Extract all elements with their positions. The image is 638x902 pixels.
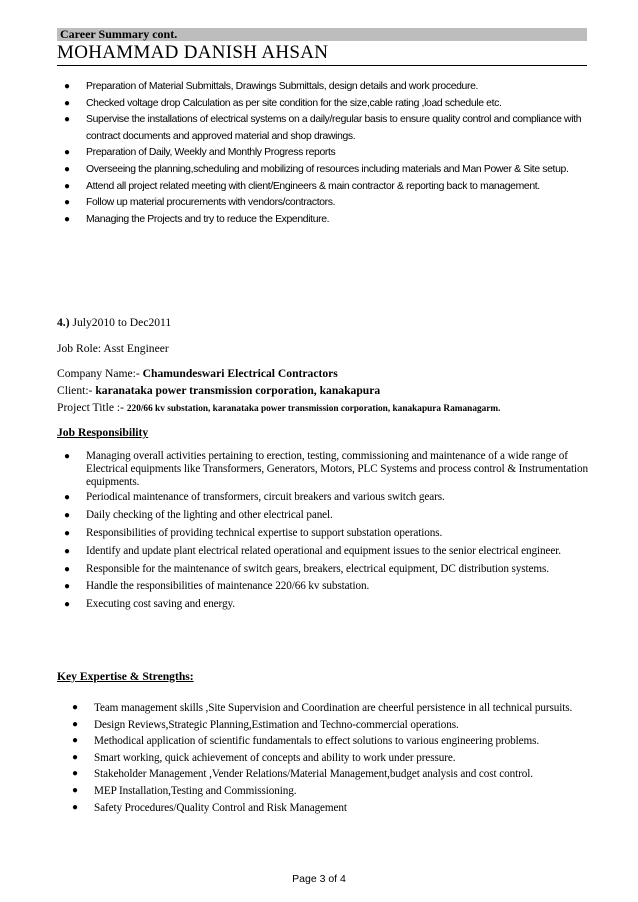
bullet-icon: ●	[64, 545, 70, 557]
job-responsibility-heading: Job Responsibility	[57, 426, 149, 439]
job-period	[57, 316, 171, 330]
candidate-name: MOHAMMAD DANISH AHSAN	[57, 42, 587, 66]
list-item: ● Safety Procedures/Quality Control and Risk Management	[72, 800, 584, 817]
list-item: ● Supervise the installations of electrical systems on a daily/regular basis to ensure quality control and compliance with contract documents and approved material and shop drawings.	[64, 114, 582, 142]
list-item: ● Preparation of Material Submittals, Drawings Submittals, design details and work procedure.	[64, 79, 584, 96]
bullet-icon: ●	[64, 492, 70, 504]
list-item: ● Checked voltage drop Calculation as per site condition for the size,cable rating ,load schedule etc.	[64, 96, 584, 113]
client-name: karanataka power transmission corporation, kanakapura	[95, 384, 381, 397]
bullet-icon: ●	[64, 599, 70, 611]
company-name: Chamundeswari Electrical Contractors	[142, 367, 338, 380]
list-item: ● Managing overall activities pertaining to erection, testing, commissioning and maintenance of a wide range of Electrical equipments like Transformers, Generators, Motors, PLC Systems and process control & Instrumentation equipments.	[64, 450, 588, 488]
list-item: ● Smart working, quick achievement of concepts and ability to work under pressure.	[72, 750, 584, 767]
bullet-icon: ●	[64, 510, 70, 522]
bullet-icon: ●	[64, 97, 70, 109]
bullet-icon: ●	[64, 147, 70, 159]
bullet-icon: ●	[64, 451, 70, 462]
bullet-icon: ●	[72, 702, 78, 713]
expertise-list	[72, 700, 584, 816]
list-item: ● Follow up material procurements with vendors/contractors.	[64, 195, 584, 212]
list-item: ● Handle the responsibilities of maintenance 220/66 kv substation.	[64, 578, 589, 595]
list-item: ● Identify and update plant electrical related operational and equipment issues to the senior electrical engineer.	[64, 543, 589, 560]
bullet-icon: ●	[64, 81, 70, 92]
bullet-icon: ●	[72, 751, 78, 763]
project-line	[57, 401, 500, 416]
client-line	[57, 384, 380, 398]
list-item: ● Responsibilities of providing technical expertise to support substation operations.	[64, 525, 589, 542]
list-item: ● MEP Installation,Testing and Commissioning.	[72, 783, 584, 800]
list-item: ● Methodical application of scientific fundamentals to effect solutions to various engineering problems.	[72, 733, 584, 750]
company-label: Company Name:-	[57, 367, 140, 380]
list-item: ● Periodical maintenance of transformers, circuit breakers and various switch gears.	[64, 489, 589, 506]
bullet-icon: ●	[64, 581, 70, 593]
client-label: Client:-	[57, 384, 93, 397]
page-number: Page 3 of 4	[292, 873, 346, 885]
list-item: ● Team management skills ,Site Supervision and Coordination are cheerful persistence in all technical pursuits.	[72, 700, 584, 717]
project-label: Project Title :-	[57, 401, 124, 414]
section-label: Career Summary cont.	[60, 27, 178, 41]
section-header-bar	[57, 28, 587, 41]
company-line	[57, 367, 338, 381]
bullet-icon: ●	[64, 563, 70, 575]
list-item: ● Responsible for the maintenance of switch gears, breakers, electrical equipment, DC distribution systems.	[64, 561, 589, 578]
list-item: ● Attend all project related meeting with client/Engineers & main contractor & reporting back to management.	[64, 179, 584, 196]
expertise-heading: Key Expertise & Strengths:	[57, 670, 194, 683]
bullet-icon: ●	[64, 527, 70, 539]
list-item: ● Preparation of Daily, Weekly and Monthly Progress reports	[64, 145, 584, 162]
list-item: ● Managing the Projects and try to reduce the Expenditure.	[64, 212, 584, 229]
list-item: ● Stakeholder Management ,Vender Relations/Material Management,budget analysis and cost control.	[72, 766, 584, 783]
bullet-icon: ●	[64, 213, 70, 225]
bullet-icon: ●	[72, 801, 78, 813]
bullet-icon: ●	[72, 735, 78, 747]
previous-responsibilities-list	[64, 79, 584, 228]
list-item: ● Daily checking of the lighting and other electrical panel.	[64, 507, 589, 524]
job-responsibilities-list	[64, 450, 589, 614]
job-role: Job Role: Asst Engineer	[57, 342, 169, 355]
bullet-icon: ●	[64, 163, 70, 175]
bullet-icon: ●	[72, 768, 78, 780]
project-title: 220/66 kv substation, karanataka power transmission corporation, kanakapura Ramanagarm.	[126, 404, 501, 414]
list-item: ● Design Reviews,Strategic Planning,Estimation and Techno-commercial operations.	[72, 717, 584, 734]
bullet-icon: ●	[64, 197, 70, 209]
bullet-icon: ●	[64, 114, 70, 126]
bullet-icon: ●	[64, 180, 70, 192]
job-number: 4.)	[57, 316, 70, 329]
bullet-icon: ●	[72, 718, 78, 730]
list-item: ● Executing cost saving and energy.	[64, 596, 589, 613]
job-period-text: July2010 to Dec2011	[72, 316, 172, 329]
list-item: ● Overseeing the planning,scheduling and mobilizing of resources including materials and Man Power & Site setup.	[64, 162, 584, 179]
bullet-icon: ●	[72, 784, 78, 796]
